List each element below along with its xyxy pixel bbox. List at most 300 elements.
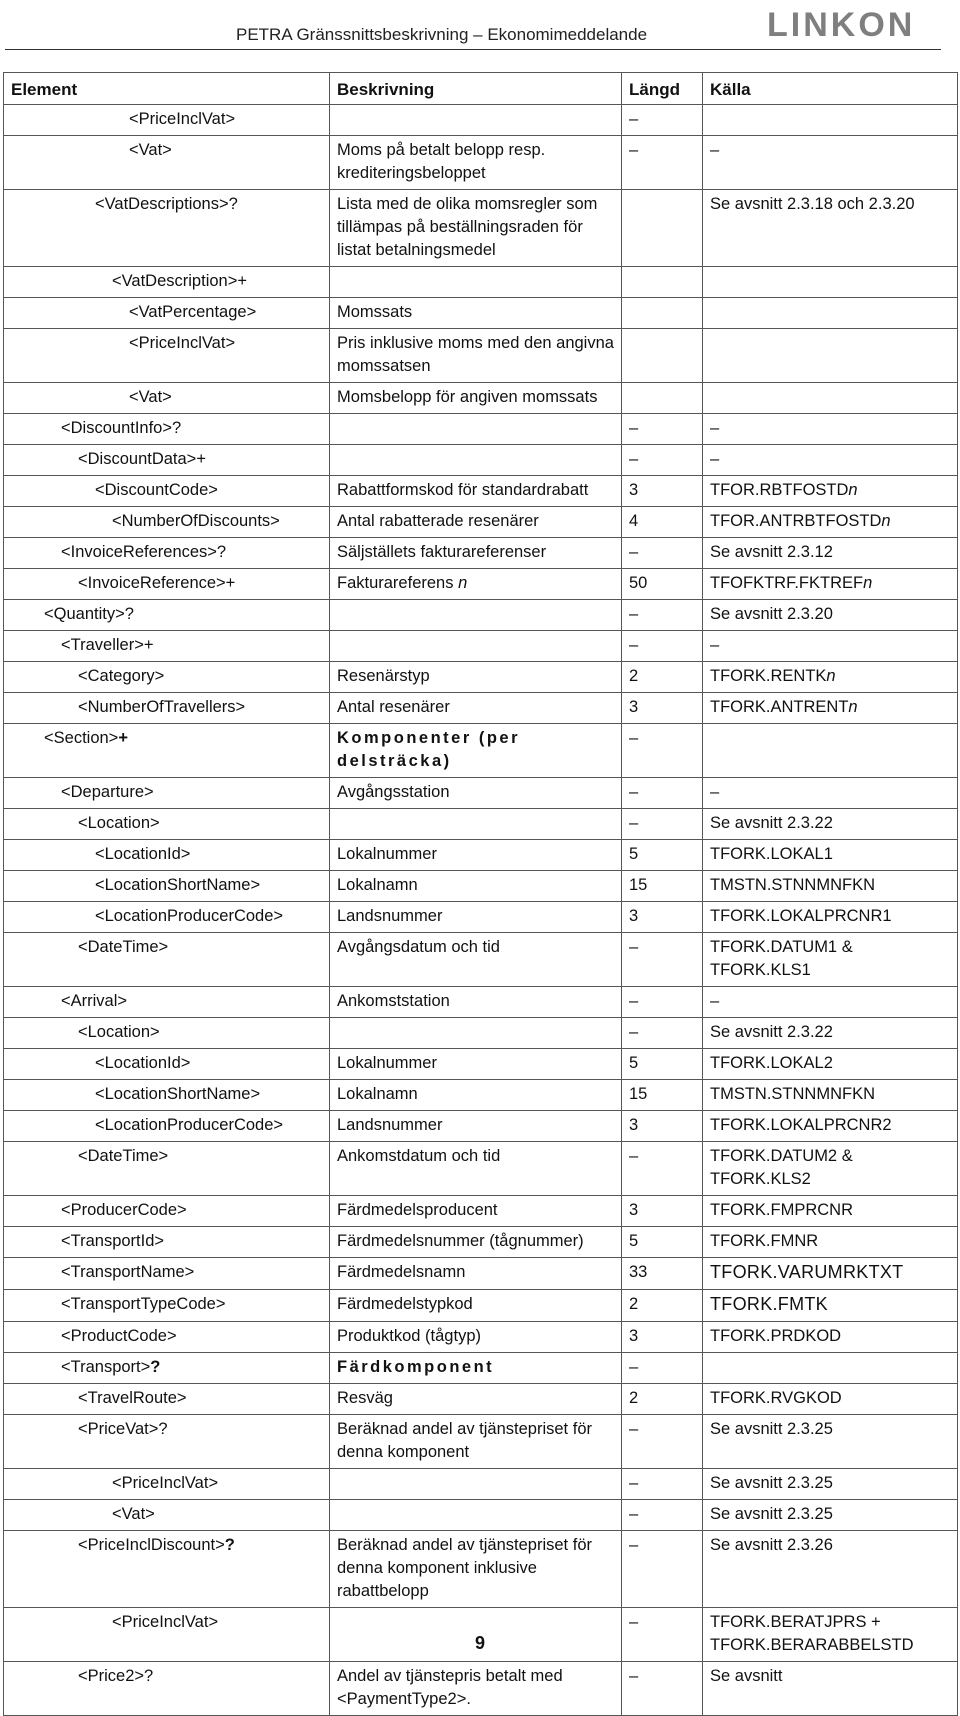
element-name: <TravelRoute> [78, 1389, 187, 1407]
element-name: <PriceInclVat> [112, 1474, 219, 1492]
length-value: – [629, 1147, 639, 1165]
length-cell [622, 569, 703, 600]
description-cell [330, 267, 622, 298]
length-cell [622, 693, 703, 724]
length-cell [622, 1196, 703, 1227]
length-cell [622, 1469, 703, 1500]
length-cell [622, 1500, 703, 1531]
source-cell [703, 933, 958, 987]
element-name: <PriceInclVat> [129, 110, 236, 128]
length-value: 2 [629, 1389, 639, 1407]
table-row [4, 1290, 958, 1322]
source-cell [703, 1080, 958, 1111]
length-value: – [629, 1613, 639, 1631]
length-value: 5 [629, 1054, 639, 1072]
element-name: <InvoiceReferences>? [61, 543, 227, 561]
length-cell [622, 190, 703, 267]
element-name: <Quantity>? [44, 605, 134, 623]
element-cardinality: ? [224, 1536, 235, 1554]
element-name: <TransportId> [61, 1232, 165, 1250]
length-value: – [629, 992, 639, 1010]
linkon-logo: LINKON [767, 6, 916, 44]
element-cell [4, 476, 330, 507]
description-cell [330, 1258, 622, 1290]
source-text: TFORK.LOKAL2 [710, 1054, 833, 1072]
description-text: Lokalnamn [337, 1085, 418, 1103]
length-value: – [629, 1358, 639, 1376]
column-header-length: Längd [622, 73, 703, 105]
source-text: TFORK.FMTK [710, 1294, 828, 1314]
length-cell [622, 1531, 703, 1608]
table-row [4, 1196, 958, 1227]
element-cell [4, 1018, 330, 1049]
table-row [4, 987, 958, 1018]
element-name: <LocationProducerCode> [95, 907, 284, 925]
element-name: <LocationShortName> [95, 876, 261, 894]
element-name: <Traveller>+ [61, 636, 154, 654]
table-row [4, 693, 958, 724]
element-cell [4, 1353, 330, 1384]
table-row [4, 933, 958, 987]
element-spec-table [3, 72, 958, 1716]
length-cell [622, 445, 703, 476]
table-row [4, 662, 958, 693]
length-value: – [629, 729, 639, 747]
element-cell [4, 1322, 330, 1353]
source-text: TFORK.DATUM1 & TFORK.KLS1 [710, 938, 853, 979]
length-value: 2 [629, 667, 639, 685]
element-name: <DateTime> [78, 1147, 169, 1165]
element-cell [4, 1384, 330, 1415]
source-text: – [710, 141, 720, 159]
source-text: TFORK.ANTRENT [710, 698, 849, 716]
description-text: Avgångsdatum och tid [337, 938, 500, 956]
source-cell [703, 1227, 958, 1258]
table-row [4, 1353, 958, 1384]
description-text: Rabattformskod för standardrabatt [337, 481, 589, 499]
length-value: – [629, 1667, 639, 1685]
source-text: Se avsnitt [710, 1667, 783, 1685]
length-cell [622, 507, 703, 538]
description-cell [330, 1353, 622, 1384]
source-text: – [710, 419, 720, 437]
length-cell [622, 105, 703, 136]
table-row [4, 1258, 958, 1290]
source-text: TMSTN.STNNMNFKN [710, 876, 875, 894]
description-cell [330, 329, 622, 383]
table-row [4, 1384, 958, 1415]
description-cell [330, 445, 622, 476]
source-cell [703, 507, 958, 538]
element-cell [4, 1111, 330, 1142]
table-row [4, 136, 958, 190]
description-text: Fakturareferens [337, 574, 459, 592]
length-value: – [629, 450, 639, 468]
length-cell [622, 600, 703, 631]
source-cell [703, 778, 958, 809]
length-cell [622, 414, 703, 445]
table-row [4, 1469, 958, 1500]
source-cell [703, 693, 958, 724]
element-cell [4, 1227, 330, 1258]
element-name: <Departure> [61, 783, 154, 801]
table-row [4, 445, 958, 476]
length-value: 5 [629, 1232, 639, 1250]
table-row [4, 569, 958, 600]
element-cell [4, 329, 330, 383]
element-name: <PriceInclVat> [112, 1613, 219, 1631]
source-cell [703, 1258, 958, 1290]
length-cell [622, 1111, 703, 1142]
source-text: TFORK.RVGKOD [710, 1389, 842, 1407]
source-text: Se avsnitt 2.3.22 [710, 814, 833, 832]
table-header-row [4, 73, 958, 105]
source-cell [703, 1469, 958, 1500]
length-value: – [629, 1536, 639, 1554]
column-header-description: Beskrivning [330, 73, 622, 105]
description-cell [330, 933, 622, 987]
element-name: <LocationProducerCode> [95, 1116, 284, 1134]
description-cell [330, 569, 622, 600]
description-cell [330, 1196, 622, 1227]
table-row [4, 190, 958, 267]
length-value: – [629, 110, 639, 128]
table-row [4, 507, 958, 538]
description-cell [330, 105, 622, 136]
description-text: Färdmedelsproducent [337, 1201, 498, 1219]
source-cell [703, 1500, 958, 1531]
description-cell [330, 1415, 622, 1469]
description-cell [330, 1290, 622, 1322]
length-value: 3 [629, 907, 639, 925]
description-variable: n [458, 574, 468, 592]
description-text: Pris inklusive moms med den angivna momssatsen [337, 334, 614, 375]
source-variable: n [848, 481, 858, 499]
element-cell [4, 809, 330, 840]
length-value: 5 [629, 845, 639, 863]
element-name: <Vat> [112, 1505, 155, 1523]
page-header [0, 0, 960, 50]
table-body [4, 105, 958, 1716]
length-cell [622, 1080, 703, 1111]
length-cell [622, 1415, 703, 1469]
length-value: 4 [629, 512, 639, 530]
element-name: <ProducerCode> [61, 1201, 187, 1219]
source-cell [703, 136, 958, 190]
source-cell [703, 631, 958, 662]
length-cell [622, 1322, 703, 1353]
source-cell [703, 445, 958, 476]
source-variable: n [826, 667, 836, 685]
table-row [4, 1049, 958, 1080]
description-text: Ankomstdatum och tid [337, 1147, 501, 1165]
length-cell [622, 724, 703, 778]
source-cell [703, 105, 958, 136]
table-row [4, 1415, 958, 1469]
length-cell [622, 1049, 703, 1080]
table-row [4, 902, 958, 933]
length-cell [622, 662, 703, 693]
description-cell [330, 190, 622, 267]
description-text: Momssats [337, 303, 413, 321]
source-variable: n [848, 698, 858, 716]
length-cell [622, 1290, 703, 1322]
length-value: – [629, 636, 639, 654]
length-value: 50 [629, 574, 648, 592]
source-text: TMSTN.STNNMNFKN [710, 1085, 875, 1103]
description-text: Avgångsstation [337, 783, 450, 801]
description-text: Resenärstyp [337, 667, 430, 685]
element-name: <VatPercentage> [129, 303, 257, 321]
document-title: PETRA Gränssnittsbeskrivning – Ekonomimeddelande [236, 25, 648, 44]
description-text: Färdmedelsnamn [337, 1263, 466, 1281]
element-name: <Transport> [61, 1358, 151, 1376]
description-cell [330, 662, 622, 693]
description-cell [330, 693, 622, 724]
description-cell [330, 1662, 622, 1716]
description-cell [330, 600, 622, 631]
table-row [4, 1111, 958, 1142]
source-cell [703, 538, 958, 569]
source-cell [703, 267, 958, 298]
length-cell [622, 631, 703, 662]
source-text: Se avsnitt 2.3.18 och 2.3.20 [710, 195, 915, 213]
table-row [4, 267, 958, 298]
description-text: Landsnummer [337, 907, 443, 925]
element-name: <NumberOfDiscounts> [112, 512, 280, 530]
element-cell [4, 1290, 330, 1322]
element-name: <TransportName> [61, 1263, 195, 1281]
element-cell [4, 105, 330, 136]
element-name: <Arrival> [61, 992, 128, 1010]
element-name: <InvoiceReference>+ [78, 574, 236, 592]
element-cell [4, 631, 330, 662]
description-text: Antal rabatterade resenärer [337, 512, 539, 530]
element-name: <Price2>? [78, 1667, 154, 1685]
table-row [4, 778, 958, 809]
source-cell [703, 662, 958, 693]
description-cell [330, 507, 622, 538]
length-value: 3 [629, 1327, 639, 1345]
length-value: – [629, 543, 639, 561]
source-text: TFORK.LOKAL1 [710, 845, 833, 863]
source-text: TFORK.FMPRCNR [710, 1201, 853, 1219]
length-cell [622, 1662, 703, 1716]
element-cell [4, 569, 330, 600]
source-cell [703, 809, 958, 840]
length-value: 33 [629, 1263, 648, 1281]
description-cell [330, 1469, 622, 1500]
source-text: TFORK.BERATJPRS + TFORK.BERARABBELSTD [710, 1613, 914, 1654]
source-cell [703, 1196, 958, 1227]
source-text: TFOFKTRF.FKTREF [710, 574, 864, 592]
length-cell [622, 329, 703, 383]
table-row [4, 1142, 958, 1196]
element-cell [4, 1258, 330, 1290]
element-name: <Vat> [129, 388, 172, 406]
length-cell [622, 1353, 703, 1384]
length-value: 3 [629, 1116, 639, 1134]
element-cardinality: + [118, 729, 128, 747]
element-cell [4, 1415, 330, 1469]
source-cell [703, 987, 958, 1018]
element-cell [4, 600, 330, 631]
source-cell [703, 298, 958, 329]
element-name: <ProductCode> [61, 1327, 177, 1345]
description-text: Antal resenärer [337, 698, 450, 716]
element-cell [4, 136, 330, 190]
source-cell [703, 1142, 958, 1196]
source-variable: n [863, 574, 873, 592]
description-text: Ankomststation [337, 992, 450, 1010]
description-text: Beräknad andel av tjänstepriset för denna komponent [337, 1420, 592, 1461]
length-cell [622, 476, 703, 507]
description-text: Säljställets fakturareferenser [337, 543, 547, 561]
element-name: <PriceInclVat> [129, 334, 236, 352]
source-text: – [710, 992, 720, 1010]
source-cell [703, 1415, 958, 1469]
length-value: – [629, 1474, 639, 1492]
element-cell [4, 538, 330, 569]
element-name: <DiscountInfo>? [61, 419, 182, 437]
length-value: – [629, 1505, 639, 1523]
element-name: <PriceVat>? [78, 1420, 168, 1438]
description-text: Moms på betalt belopp resp. krediteringsbeloppet [337, 141, 546, 182]
length-value: 3 [629, 698, 639, 716]
source-text: TFOR.ANTRBTFOSTD [710, 512, 882, 530]
element-cell [4, 445, 330, 476]
source-text: TFORK.RENTK [710, 667, 827, 685]
element-name: <VatDescription>+ [112, 272, 247, 290]
table-row [4, 298, 958, 329]
source-text: – [710, 636, 720, 654]
description-cell [330, 902, 622, 933]
column-header-element: Element [4, 73, 330, 105]
length-cell [622, 136, 703, 190]
description-text: Färdmedelsnummer (tågnummer) [337, 1232, 584, 1250]
description-cell [330, 414, 622, 445]
description-cell [330, 631, 622, 662]
length-value: – [629, 1420, 639, 1438]
element-name: <LocationShortName> [95, 1085, 261, 1103]
description-text: Lokalnummer [337, 1054, 437, 1072]
description-cell [330, 538, 622, 569]
length-cell [622, 933, 703, 987]
description-text: Färdmedelstypkod [337, 1295, 473, 1313]
source-text: Se avsnitt 2.3.25 [710, 1420, 833, 1438]
length-value: – [629, 1023, 639, 1041]
page-number: 9 [474, 1633, 485, 1653]
element-cell [4, 1142, 330, 1196]
table-row [4, 329, 958, 383]
source-cell [703, 600, 958, 631]
source-cell [703, 871, 958, 902]
source-cell [703, 1662, 958, 1716]
source-cell [703, 1049, 958, 1080]
source-cell [703, 724, 958, 778]
length-cell [622, 871, 703, 902]
table-row [4, 1080, 958, 1111]
length-cell [622, 1018, 703, 1049]
source-variable: n [881, 512, 891, 530]
element-cell [4, 778, 330, 809]
description-cell [330, 871, 622, 902]
element-cell [4, 267, 330, 298]
element-name: <Section> [44, 729, 119, 747]
element-cell [4, 1500, 330, 1531]
element-cell [4, 724, 330, 778]
description-text: Resväg [337, 1389, 393, 1407]
source-text: TFORK.LOKALPRCNR1 [710, 907, 892, 925]
source-text: TFORK.PRDKOD [710, 1327, 842, 1345]
table-row [4, 1531, 958, 1608]
column-header-source: Källa [703, 73, 958, 105]
header-divider [5, 49, 941, 50]
length-value: – [629, 814, 639, 832]
source-text: Se avsnitt 2.3.12 [710, 543, 833, 561]
length-cell [622, 298, 703, 329]
length-cell [622, 778, 703, 809]
source-cell [703, 1531, 958, 1608]
element-cell [4, 871, 330, 902]
description-cell [330, 1018, 622, 1049]
source-cell [703, 840, 958, 871]
element-name: <Location> [78, 1023, 160, 1041]
source-cell [703, 414, 958, 445]
source-text: Se avsnitt 2.3.20 [710, 605, 833, 623]
source-text: Se avsnitt 2.3.22 [710, 1023, 833, 1041]
description-text: Andel av tjänstepris betalt med <PaymentType2>. [337, 1667, 563, 1708]
description-cell [330, 1049, 622, 1080]
element-cell [4, 1196, 330, 1227]
element-cell [4, 933, 330, 987]
length-value: – [629, 141, 639, 159]
element-cell [4, 1080, 330, 1111]
table-row [4, 538, 958, 569]
element-name: <DateTime> [78, 938, 169, 956]
element-cell [4, 190, 330, 267]
element-name: <PriceInclDiscount> [78, 1536, 225, 1554]
length-cell [622, 267, 703, 298]
description-text: Landsnummer [337, 1116, 443, 1134]
element-cell [4, 840, 330, 871]
source-cell [703, 1290, 958, 1322]
description-cell [330, 136, 622, 190]
element-cell [4, 1662, 330, 1716]
source-cell [703, 1322, 958, 1353]
element-cardinality: ? [150, 1358, 161, 1376]
description-cell [330, 809, 622, 840]
element-name: <Vat> [129, 141, 172, 159]
source-cell [703, 569, 958, 600]
length-value: 15 [629, 876, 648, 894]
source-text: TFORK.LOKALPRCNR2 [710, 1116, 892, 1134]
source-text: TFOR.RBTFOSTD [710, 481, 849, 499]
table-row [4, 105, 958, 136]
element-cell [4, 902, 330, 933]
source-text: Se avsnitt 2.3.25 [710, 1474, 833, 1492]
element-name: <Location> [78, 814, 160, 832]
length-value: 2 [629, 1295, 639, 1313]
length-cell [622, 1384, 703, 1415]
element-cell [4, 987, 330, 1018]
table-row [4, 1018, 958, 1049]
length-cell [622, 383, 703, 414]
table-row [4, 600, 958, 631]
description-cell [330, 724, 622, 778]
length-value: 3 [629, 1201, 639, 1219]
table-row [4, 383, 958, 414]
